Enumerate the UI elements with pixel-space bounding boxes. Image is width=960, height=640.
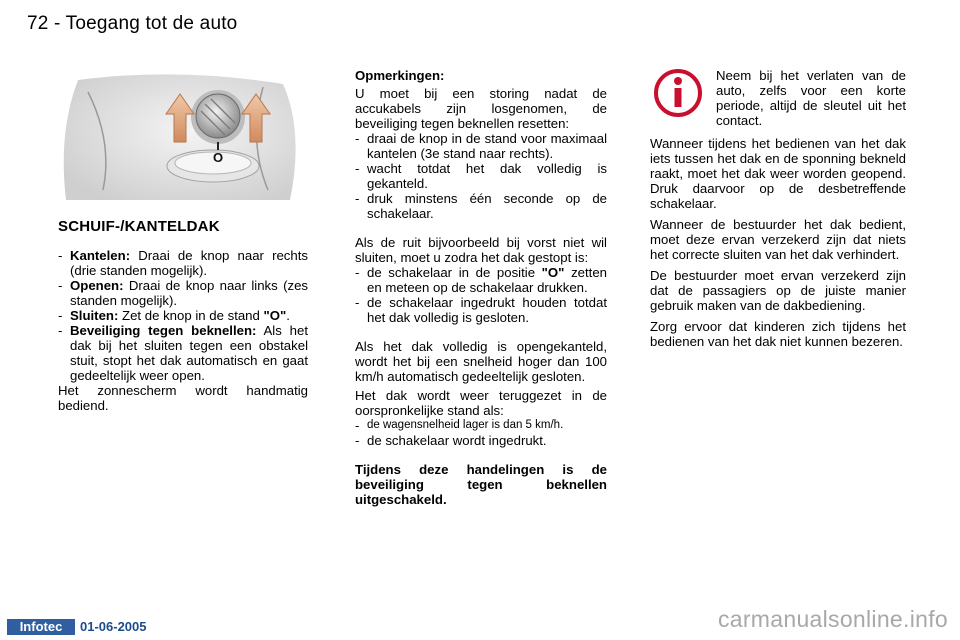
footer-date: 01-06-2005 <box>80 619 147 634</box>
item-term: Beveiliging tegen beknellen: <box>70 323 257 338</box>
item-term: Kantelen: <box>70 248 131 263</box>
list-item: - Sluiten: Zet de knop in de stand "O". <box>58 308 290 323</box>
left-column <box>58 219 308 413</box>
right-column <box>650 68 906 349</box>
speed-paragraph: Als het dak volledig is opengekanteld, wordt het bij een snelheid hoger dan 100 km/h automatisch gedeeltelijk gesloten. <box>355 339 607 384</box>
list-item: - Kantelen: Draai de knop naar rechts (drie standen mogelijk). <box>58 248 308 278</box>
item-term: Sluiten: <box>70 308 119 323</box>
list-item: - de schakelaar wordt ingedrukt. <box>355 433 547 448</box>
item-text: Zet de knop in de stand <box>118 308 264 323</box>
list-item: - Beveiliging tegen beknellen: Als het dak bij het sluiten tegen een obstakel stuit, stopt het dak automatisch en gaat gedeeltelijk weer open. <box>58 323 308 383</box>
item-text: Draai de knop naar rechts (drie standen mogelijk). <box>70 248 308 278</box>
item-strong: "O" <box>263 308 287 323</box>
frost-paragraph: Als de ruit bijvoorbeeld bij vorst niet wil sluiten, moet u zodra het dak gestopt is: <box>355 235 607 265</box>
infotec-badge: Infotec <box>7 619 75 635</box>
watermark: carmanualsonline.info <box>717 606 948 632</box>
right-paragraph-3: De bestuurder moet ervan verzekerd zijn dat de passagiers op de juiste manier gebruik maken van de dakbediening. <box>650 268 906 313</box>
list-item: - Openen: Draai de knop naar links (zes standen mogelijk). <box>58 278 308 308</box>
list-item: - de schakelaar in de positie "O" zetten en meteen op de schakelaar drukken. <box>355 265 607 295</box>
right-paragraph-4: Zorg ervoor dat kinderen zich tijdens het bedienen van het dak niet kunnen bezeren. <box>650 319 906 349</box>
info-icon <box>650 66 706 120</box>
section-title: SCHUIF-/KANTELDAK <box>58 218 220 235</box>
item-term: Openen: <box>70 278 124 293</box>
remarks-heading: Opmerkingen: <box>355 68 445 83</box>
remarks-intro: U moet bij een storing nadat de accukabels zijn losgenomen, de beveiliging tegen beknellen resetten: <box>355 86 607 131</box>
list-item: - wacht totdat het dak volledig is gekanteld. <box>355 161 607 191</box>
sunroof-knob-illustration <box>58 72 304 202</box>
list-item: - de wagensnelheid lager is dan 5 km/h. <box>355 418 564 433</box>
item-text: Draai de knop naar links (zes standen mogelijk). <box>70 278 308 308</box>
right-paragraph-1: Wanneer tijdens het bedienen van het dak iets tussen het dak en de sponning bekneld raakt, moet het dak weer worden geopend. Druk daarvoor op de desbetreffende schakelaar. <box>650 136 906 211</box>
position-o-label: O <box>212 150 224 165</box>
list-item: - de schakelaar ingedrukt houden totdat het dak volledig is gesloten. <box>355 295 607 325</box>
info-notice <box>650 68 906 128</box>
warning-paragraph: Tijdens deze handelingen is de beveiliging tegen beknellen uitgeschakeld. <box>355 462 607 507</box>
info-text: Neem bij het verlaten van de auto, zelfs voor een korte periode, altijd de sleutel uit het contact. <box>716 68 906 128</box>
sunroof-knob-drawing <box>58 72 304 202</box>
list-item: - draai de knop in de stand voor maximaal kantelen (3e stand naar rechts). <box>355 131 607 161</box>
reset-paragraph: Het dak wordt weer teruggezet in de oorspronkelijke stand als: <box>355 388 607 418</box>
right-paragraph-2: Wanneer de bestuurder het dak bedient, moet deze ervan verzekerd zijn dat niets het correcte sluiten van het dak verhindert. <box>650 217 906 262</box>
item-text: Als het dak bij het sluiten tegen een obstakel stuit, stopt het dak automatisch en gaat gedeeltelijk weer open. <box>70 323 308 383</box>
closing-paragraph: Het zonnescherm wordt handmatig bediend. <box>58 383 308 413</box>
item-end: . <box>286 308 290 323</box>
middle-column <box>355 68 607 507</box>
page-header: 72 - Toegang tot de auto <box>27 13 238 34</box>
list-item: - druk minstens één seconde op de schakelaar. <box>355 191 607 221</box>
